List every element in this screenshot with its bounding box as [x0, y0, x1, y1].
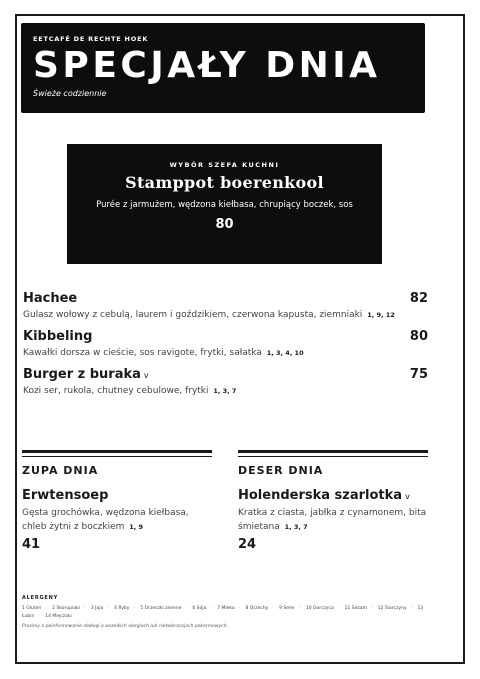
allergen-note: Prosimy o poinformowanie obsługi o wszelkich alergiach lub nietolerancjach pokarmowych.: [22, 624, 228, 629]
dish-name: Burger z buraka v: [23, 367, 149, 382]
dish-allergens: 1, 3, 7: [213, 387, 237, 395]
page-subtitle: Świeże codziennie: [33, 89, 107, 98]
dish-name: Kibbeling: [23, 329, 93, 344]
dish-price: 80: [409, 329, 428, 344]
chef-choice-description: Purée z jarmużem, wędzona kiełbasa, chrupiący boczek, sos: [96, 200, 353, 210]
restaurant-name: EETCAFÉ DE RECHTE HOEK: [33, 35, 149, 43]
dish-name: Hachee: [23, 291, 78, 306]
section-divider: [22, 450, 212, 453]
allergen-item: 7 Mleko: [217, 606, 235, 611]
dish-allergens: 1, 9, 12: [367, 311, 395, 319]
allergen-item: 11 Sezam: [344, 606, 367, 611]
allergen-item: 5 Orzeszki ziemne: [140, 606, 182, 611]
dish-description: Gulasz wołowy z cebulą, laurem i goździkiem, czerwona kapusta, ziemniaki 1, 9, 12: [23, 310, 395, 320]
dish-allergens: 1, 3, 4, 10: [266, 349, 304, 357]
soup-allergens: 1, 9: [129, 523, 144, 531]
dessert-name: Holenderska szarlotka v: [238, 488, 410, 503]
vegetarian-mark: v: [143, 371, 149, 380]
allergen-item: 13 Łubin: [22, 606, 424, 619]
allergen-item: 9 Seler: [279, 606, 295, 611]
allergen-item: 3 Jaja: [90, 606, 104, 611]
section-divider: [22, 456, 212, 457]
soup-description: Gęsta grochówka, wędzona kiełbasa, chleb żytni z boczkiem 1, 9: [22, 508, 189, 532]
dessert-description: Kratka z ciasta, jabłka z cynamonem, bita śmietana 1, 3, 7: [238, 508, 427, 532]
dish-price: 75: [409, 367, 428, 382]
soup-of-the-day: [22, 450, 212, 552]
dish-item: [23, 291, 428, 322]
dessert-of-the-day: [238, 450, 428, 552]
allergen-item: 6 Soja: [192, 606, 207, 611]
dish-description: Kozi ser, rukola, chutney cebulowe, frytki 1, 3, 7: [23, 386, 237, 396]
allergen-legend: [22, 595, 434, 629]
allergen-item: 4 Ryby: [114, 606, 130, 611]
allergen-item: 8 Orzechy: [245, 606, 269, 611]
allergen-legend-title: ALERGENY: [22, 595, 59, 601]
allergen-item: 10 Gorczyca: [305, 606, 334, 611]
vegetarian-mark: v: [405, 492, 410, 501]
dish-item: [23, 329, 428, 360]
dish-price: 82: [409, 291, 428, 306]
soup-section-title: ZUPA DNIA: [22, 464, 99, 477]
chef-choice-dish-name: Stamppot boerenkool: [125, 173, 324, 192]
dessert-section-title: DESER DNIA: [238, 464, 324, 477]
dish-description: Kawałki dorsza w cieście, sos ravigote, frytki, sałatka 1, 3, 4, 10: [23, 348, 304, 358]
allergen-item: 2 Skorupiaki: [52, 606, 80, 611]
allergen-item: 12 Siarczyny: [377, 606, 407, 611]
main-dishes-list: [23, 291, 428, 405]
header-banner: [21, 23, 425, 113]
allergen-item: 14 Mięczaki: [45, 614, 72, 619]
section-divider: [238, 450, 428, 453]
dessert-price: 24: [238, 537, 257, 552]
dish-item: [23, 367, 428, 398]
dessert-allergens: 1, 3, 7: [284, 523, 308, 531]
allergen-list: 1 Gluten · 2 Skorupiaki · 3 Jaja · 4 Ryby · 5 Orzeszki ziemne · 6 Soja · 7 Mleko · 8 Orzechy · 9 Seler · 10 Gorczyca · 11 Sezam · 12 Siarczyny · 13 Łubin · 14 Mięczaki: [22, 606, 424, 619]
section-divider: [238, 456, 428, 457]
soup-price: 41: [22, 537, 41, 552]
chef-choice-price: 80: [215, 217, 234, 232]
soup-name: Erwtensoep: [22, 488, 109, 503]
chef-choice-box: [67, 144, 382, 264]
allergen-item: 1 Gluten: [22, 606, 42, 611]
page-title: SPECJAŁY DNIA: [33, 45, 381, 86]
chef-choice-label: WYBÓR SZEFA KUCHNI: [169, 161, 280, 169]
